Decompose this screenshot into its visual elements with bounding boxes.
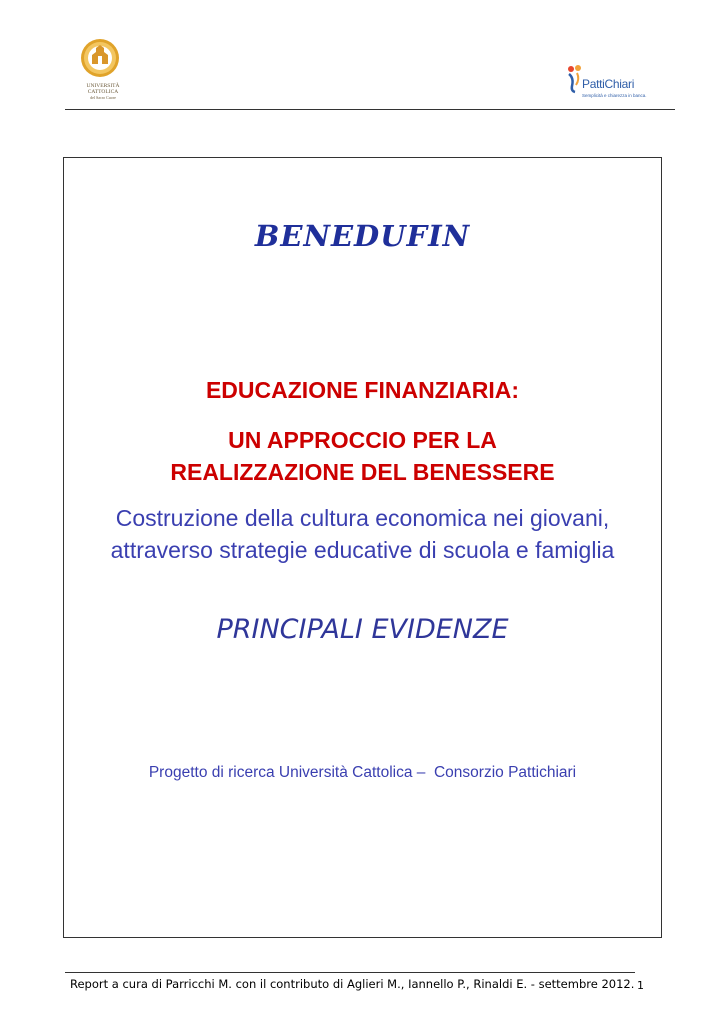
page-number: 1 [637, 979, 644, 992]
pattichiari-name: PattiChiari [582, 77, 635, 91]
heading-approccio-line1: UN APPROCCIO PER LA [228, 427, 497, 453]
pattichiari-tagline: Semplicità e chiarezza in banca. [582, 93, 647, 98]
subtitle-line2: attraverso strategie educative di scuola e famiglia [110, 537, 615, 563]
heading-approccio-line2: REALIZZAZIONE DEL BENESSERE [170, 459, 555, 485]
heading-educazione: EDUCAZIONE FINANZIARIA: [205, 377, 520, 403]
header-divider [65, 109, 675, 110]
project-credit: Progetto di ricerca Università Cattolica – Consorzio Pattichiari [148, 764, 577, 781]
pattichiari-logo [566, 64, 666, 104]
university-logo [70, 36, 130, 108]
heading-approccio [63, 424, 662, 488]
subtitle [63, 502, 662, 566]
section-heading: PRINCIPALI EVIDENZE [216, 614, 509, 645]
page-header [0, 0, 725, 112]
subtitle-line1: Costruzione della cultura economica nei giovani, [115, 505, 610, 531]
document-title: BENEDUFIN [254, 219, 471, 253]
university-name-line2: CATTOLICA [87, 89, 119, 95]
seal-icon [70, 36, 130, 82]
footer-credits: Report a cura di Parricchi M. con il contributo di Aglieri M., Iannello P., Rinaldi E. - settembre 2012. [70, 977, 635, 991]
footer-divider [65, 972, 635, 973]
university-name-line1: UNIVERSITÀ [86, 83, 120, 89]
university-name-line3: del Sacro Cuore [90, 95, 116, 100]
